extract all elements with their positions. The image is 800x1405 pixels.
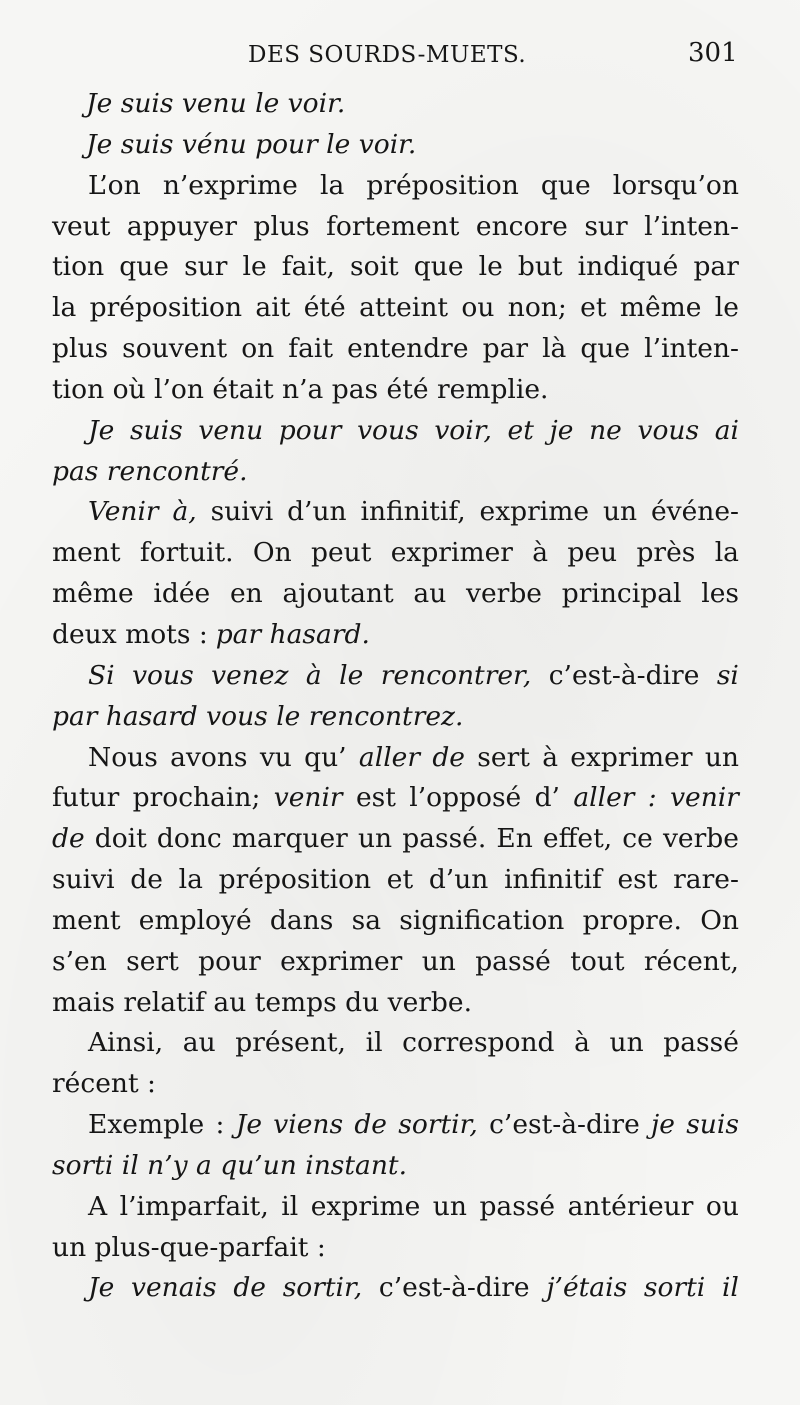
word: exprimer [390, 537, 513, 569]
word: futur [52, 782, 120, 814]
word: la [52, 292, 77, 324]
word: à [574, 1027, 590, 1059]
word: ment [52, 904, 121, 936]
text-line [52, 492, 739, 533]
word: un [704, 741, 739, 773]
word: vous [637, 414, 700, 446]
word: Je [88, 414, 115, 446]
word: ou [705, 1190, 739, 1222]
roman-text: un plus-que-parfait : [52, 1231, 326, 1263]
word: c’est-à-dire [548, 659, 700, 691]
word: j’étais [546, 1272, 628, 1304]
text-line [52, 452, 739, 493]
word: lorsqu’on [612, 169, 739, 201]
roman-text: récent : [52, 1068, 156, 1100]
word: infinitif, [360, 496, 466, 528]
word: préposition [89, 292, 243, 324]
word: par [482, 333, 529, 365]
word: En [496, 823, 533, 855]
text-line [52, 1064, 739, 1105]
word: on [241, 333, 275, 365]
text-line [52, 247, 739, 288]
word: l’inten- [644, 333, 739, 365]
text-line [52, 1228, 739, 1269]
word: été [303, 292, 346, 324]
italic-text: Je suis vénu pour le voir. [86, 128, 417, 160]
roman-text: deux mots : [52, 618, 208, 650]
word: n’exprime [162, 169, 298, 201]
word: ait [255, 292, 291, 324]
word: que [119, 251, 169, 283]
word: de [432, 741, 465, 773]
word: récent, [643, 945, 739, 977]
text-line [52, 1187, 739, 1228]
roman-text: tion où l’on était n’a pas été remplie. [52, 373, 549, 405]
word: la [714, 537, 739, 569]
word: ne [589, 414, 622, 446]
word: Venir [88, 496, 159, 528]
word: d’un [287, 496, 347, 528]
word: souvent [122, 333, 228, 365]
word: ajoutant [282, 578, 394, 610]
text-line [52, 533, 739, 574]
word: passé [479, 1190, 556, 1222]
word: je [549, 414, 574, 446]
word: vu [259, 741, 292, 773]
word: que [413, 251, 464, 283]
word: il [721, 1272, 739, 1304]
word: c’est-à-dire [489, 1109, 640, 1141]
word: viens [273, 1109, 344, 1141]
word: à [542, 741, 558, 773]
word: d’un [428, 864, 489, 896]
word: donc [156, 823, 222, 855]
word: fortuit. [139, 537, 234, 569]
text-line [52, 860, 739, 901]
word: un [421, 945, 456, 977]
word: s’en [52, 945, 107, 977]
word: passé [475, 945, 551, 977]
word: indiqué [577, 251, 679, 283]
text-line [52, 329, 739, 370]
text-line [52, 1023, 739, 1064]
word: venir [273, 782, 343, 814]
word: il [281, 1190, 299, 1222]
word: venais [131, 1272, 217, 1304]
text-line [52, 166, 739, 207]
word: un [602, 496, 638, 528]
word: au [182, 1027, 216, 1059]
word: passé [663, 1027, 739, 1059]
word: A [88, 1190, 108, 1222]
word: fait, [281, 251, 335, 283]
word: exprime [479, 496, 590, 528]
word: même [619, 292, 702, 324]
word: suivi [210, 496, 274, 528]
word: entendre [347, 333, 469, 365]
word: de [233, 1272, 266, 1304]
text-line [52, 819, 739, 860]
word: rencontrer, [380, 659, 532, 691]
word: signification [399, 904, 565, 936]
running-title: DES SOURDS-MUETS. [248, 42, 527, 68]
word: correspond [402, 1027, 555, 1059]
word: pour [198, 945, 261, 977]
word: que [580, 333, 631, 365]
word: sortir, [398, 1109, 478, 1141]
italic-text: sorti il n’y a qu’un instant. [52, 1149, 407, 1181]
word: : [215, 1109, 225, 1141]
word: sert [126, 945, 179, 977]
text-line [52, 411, 739, 452]
word: dans [269, 904, 334, 936]
word: aller [573, 782, 635, 814]
italic-text: par hasard. [215, 618, 370, 650]
word: de [52, 823, 85, 855]
body-text [52, 84, 739, 1309]
word: le [714, 292, 739, 324]
word: que [540, 169, 591, 201]
word: peut [311, 537, 372, 569]
word: un [432, 1190, 467, 1222]
text-line [52, 84, 739, 125]
word: ou [461, 292, 495, 324]
word: infinitif [504, 864, 602, 896]
text-line [52, 574, 739, 615]
text-line [52, 1268, 739, 1309]
word: la [319, 169, 345, 201]
word: vous [357, 414, 419, 446]
word: même [52, 578, 134, 610]
word: Nous [88, 741, 158, 773]
italic-text: pas rencontré. [52, 455, 248, 487]
word: sur [584, 210, 628, 242]
text-line [52, 738, 739, 779]
word: suis [686, 1109, 739, 1141]
word: préposition [218, 864, 372, 896]
word: ai [714, 414, 739, 446]
word: à [532, 537, 549, 569]
word: marquer [231, 823, 348, 855]
word: Je [88, 1272, 115, 1304]
word: rare- [673, 864, 739, 896]
word: venu [198, 414, 264, 446]
word: Si [88, 659, 115, 691]
word: là [542, 333, 567, 365]
word: exprimer [570, 741, 693, 773]
word: tout [570, 945, 625, 977]
word: passé. [402, 823, 487, 855]
word: préposition [366, 169, 519, 201]
text-line [52, 1105, 739, 1146]
word: avons [170, 741, 248, 773]
word: est [617, 864, 658, 896]
word: encore [475, 210, 568, 242]
word: le [478, 251, 503, 283]
roman-text: mais relatif au temps du verbe. [52, 986, 472, 1018]
word: On [252, 537, 292, 569]
text-line [52, 1146, 739, 1187]
text-line [52, 207, 739, 248]
word: suivi [52, 864, 115, 896]
word: non; [507, 292, 567, 324]
word: les [701, 578, 739, 610]
word: L’on [88, 169, 141, 201]
text-line [52, 942, 739, 983]
word: de [130, 864, 163, 896]
word: aller [358, 741, 421, 773]
word: prochain; [132, 782, 261, 814]
word: l’imparfait, [119, 1190, 269, 1222]
word: de [354, 1109, 387, 1141]
word: doit [94, 823, 147, 855]
word: par [693, 251, 739, 283]
word: : [647, 782, 657, 814]
text-line [52, 983, 739, 1024]
word: un [357, 823, 393, 855]
word: et [386, 864, 414, 896]
word: plus [52, 333, 109, 365]
word: à [305, 659, 322, 691]
word: au [413, 578, 447, 610]
word: exprimer [280, 945, 403, 977]
running-head [0, 30, 800, 70]
text-line [52, 370, 739, 411]
word: antérieur [567, 1190, 694, 1222]
word: but [517, 251, 563, 283]
word: événe- [650, 496, 739, 528]
text-line [52, 901, 739, 942]
word: présent, [235, 1027, 346, 1059]
word: à, [172, 496, 197, 528]
word: sert [477, 741, 530, 773]
word: est [355, 782, 396, 814]
word: venir [670, 782, 739, 814]
word: verbe [466, 578, 542, 610]
italic-text: par hasard vous le rencontrez. [52, 700, 464, 732]
word: verbe [662, 823, 739, 855]
word: et [507, 414, 534, 446]
word: peu [567, 537, 618, 569]
word: sorti [643, 1272, 706, 1304]
word: près [636, 537, 696, 569]
word: atteint [359, 292, 449, 324]
word: il [365, 1027, 383, 1059]
word: le [242, 251, 267, 283]
word: ce [622, 823, 653, 855]
word: fortement [326, 210, 460, 242]
word: voir, [434, 414, 492, 446]
text-line [52, 697, 739, 738]
word: je [651, 1109, 675, 1141]
word: Ainsi, [88, 1027, 164, 1059]
word: appuyer [126, 210, 237, 242]
word: d’ [534, 782, 560, 814]
word: le [339, 659, 364, 691]
word: l’opposé [409, 782, 522, 814]
word: Je [235, 1109, 263, 1141]
word: ment [52, 537, 121, 569]
word: en [229, 578, 263, 610]
word: sa [351, 904, 382, 936]
word: venez [211, 659, 289, 691]
word: un [609, 1027, 644, 1059]
italic-text: Je suis venu le voir. [86, 88, 346, 119]
word: et [580, 292, 607, 324]
word: pour [278, 414, 342, 446]
word: Exemple [88, 1109, 205, 1141]
word: vous [132, 659, 194, 691]
word: la [178, 864, 203, 896]
word: plus [253, 210, 310, 242]
word: c’est-à-dire [378, 1272, 530, 1304]
word: idée [153, 578, 211, 610]
word: sur [184, 251, 228, 283]
word: suis [129, 414, 183, 446]
word: On [700, 904, 739, 936]
word: sortir, [282, 1272, 363, 1304]
word: propre. [582, 904, 682, 936]
text-line [52, 778, 739, 819]
text-line [52, 125, 739, 166]
text-line [52, 656, 739, 697]
word: soit [350, 251, 399, 283]
word: si [716, 659, 739, 691]
page-number: 301 [688, 38, 738, 68]
word: qu’ [304, 741, 347, 773]
word: tion [52, 251, 105, 283]
word: fait [288, 333, 334, 365]
word: principal [561, 578, 682, 610]
word: employé [138, 904, 252, 936]
text-line [52, 615, 739, 656]
word: exprime [310, 1190, 421, 1222]
word: veut [52, 210, 111, 242]
word: l’inten- [644, 210, 739, 242]
word: effet, [542, 823, 613, 855]
text-line [52, 288, 739, 329]
